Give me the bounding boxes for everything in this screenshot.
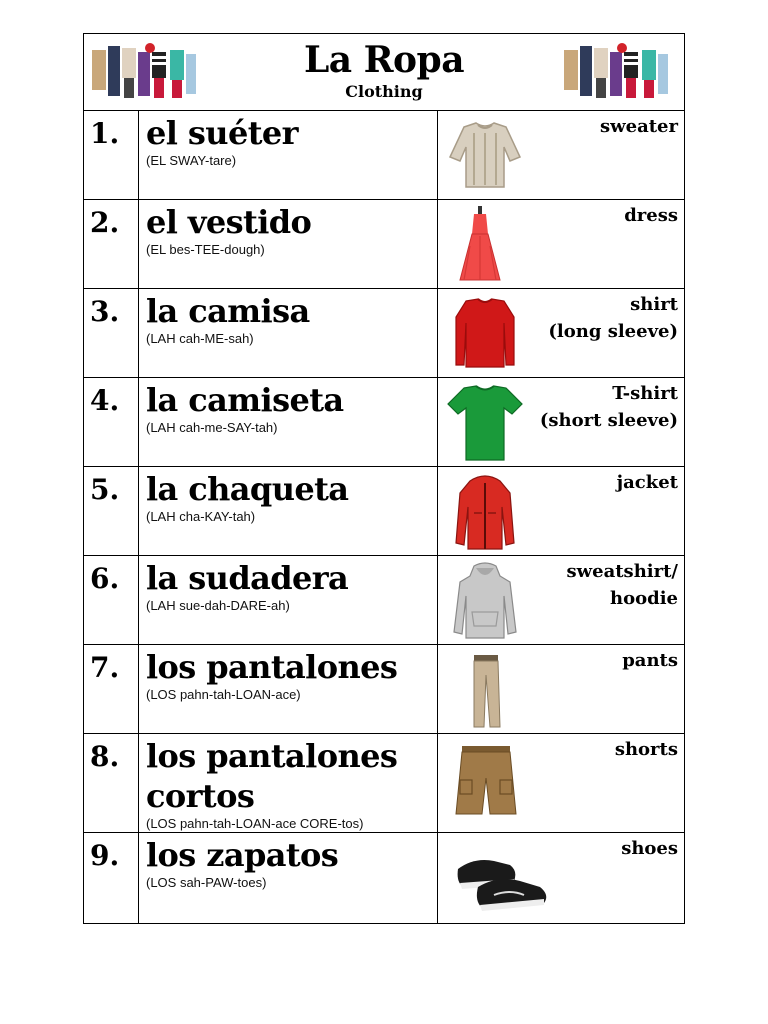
clothing-collage-icon [562,42,670,104]
pronunciation: (LAH cah-me-SAY-tah) [146,420,278,435]
spanish-word: el vestido [146,203,312,241]
row-number: 8. [90,740,120,773]
spanish-cell [139,200,438,288]
row-number: 5. [90,473,120,506]
english-translation: T-shirt (short sleeve) [539,383,678,431]
page-title: La Ropa [303,39,465,81]
row-number: 1. [90,117,120,150]
english-translation: pants [622,650,678,671]
vocab-row-hoodie [84,556,684,645]
pronunciation: (LAH sue-dah-DARE-ah) [146,598,290,613]
row-number-cell [84,467,139,555]
spanish-cell [139,645,438,733]
spanish-cell [139,111,438,199]
dress-icon [444,206,526,284]
clothing-vocabulary-sheet [83,33,685,924]
english-cell [438,378,684,466]
vocab-row-dress [84,200,684,289]
spanish-cell [139,289,438,377]
row-number-cell [84,734,139,832]
pronunciation: (EL bes-TEE-dough) [146,242,265,257]
english-cell [438,200,684,288]
spanish-word: los zapatos [146,836,339,874]
english-cell [438,289,684,377]
pronunciation: (LOS pahn-tah-LOAN-ace) [146,687,301,702]
jacket-icon [444,473,526,551]
pronunciation: (LOS sah-PAW-toes) [146,875,267,890]
english-translation: shorts [614,739,678,760]
pronunciation: (EL SWAY-tare) [146,153,237,168]
english-cell [438,833,684,923]
page-subtitle: Clothing [345,82,423,101]
pronunciation: (LAH cah-ME-sah) [146,331,254,346]
row-number-cell [84,645,139,733]
english-cell [438,111,684,199]
shorts-icon [444,742,526,820]
vocab-row-tshirt [84,378,684,467]
t-shirt-icon [444,384,526,462]
english-cell [438,734,684,832]
row-number: 7. [90,651,120,684]
english-translation: shoes [621,838,678,859]
english-translation: jacket [616,472,678,493]
spanish-word: la camisa [146,292,310,330]
vocab-row-shorts [84,734,684,833]
shoes-icon [454,839,554,917]
english-cell [438,556,684,644]
english-cell [438,467,684,555]
row-number: 6. [90,562,120,595]
row-number-cell [84,200,139,288]
row-number-cell [84,111,139,199]
english-translation: shirt (long sleeve) [548,294,678,342]
vocab-row-shoes [84,833,684,923]
spanish-cell [139,467,438,555]
pronunciation: (LAH cha-KAY-tah) [146,509,256,524]
spanish-word: el suéter [146,114,298,152]
spanish-cell [139,833,438,923]
row-number: 2. [90,206,120,239]
spanish-cell [139,734,438,832]
row-number: 4. [90,384,120,417]
english-translation: sweater [600,116,678,137]
english-translation: sweatshirt/ hoodie [566,561,678,609]
row-number: 9. [90,839,120,872]
sheet-header [84,34,684,111]
sweater-icon [444,117,526,195]
long-sleeve-shirt-icon [444,295,526,373]
spanish-word: los pantalones cortos [146,737,398,815]
spanish-cell [139,378,438,466]
spanish-word: los pantalones [146,648,398,686]
english-cell [438,645,684,733]
spanish-word: la sudadera [146,559,349,597]
spanish-word: la camiseta [146,381,344,419]
row-number-cell [84,378,139,466]
pronunciation: (LOS pahn-tah-LOAN-ace CORE-tos) [146,816,364,831]
vocab-row-sweater [84,111,684,200]
english-translation: dress [624,205,678,226]
row-number-cell [84,833,139,923]
row-number-cell [84,289,139,377]
vocab-row-pants [84,645,684,734]
spanish-word: la chaqueta [146,470,349,508]
row-number: 3. [90,295,120,328]
row-number-cell [84,556,139,644]
spanish-cell [139,556,438,644]
vocab-row-shirt [84,289,684,378]
hoodie-icon [444,562,526,640]
pants-icon [444,651,526,729]
vocab-row-jacket [84,467,684,556]
